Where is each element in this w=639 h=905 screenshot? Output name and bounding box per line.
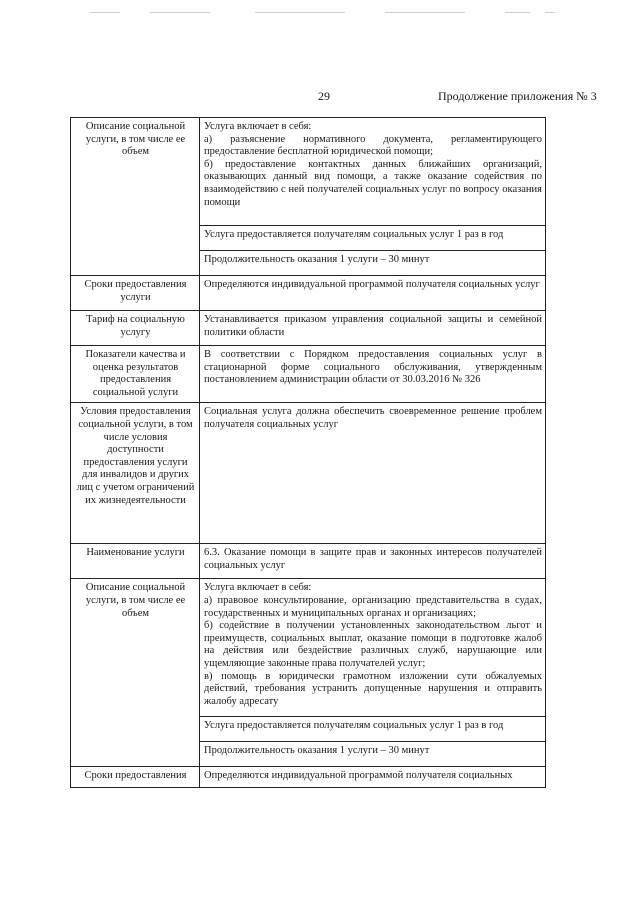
- row-value-quality: В соответствии с Порядком предоставления социальных услуг в стационарной форме социального обслуживания, утвержденным постановлением администрации области от 30.03.2016 № 326: [200, 346, 546, 403]
- table-row: [71, 403, 546, 544]
- page-number: 29: [318, 89, 330, 103]
- row-label-terms: Сроки предоставления услуги: [71, 276, 200, 311]
- row-value-duration: Продолжительность оказания 1 услуги – 30 минут: [200, 742, 546, 767]
- table-row: [71, 276, 546, 311]
- row-label-service-name: Наименование услуги: [71, 544, 200, 579]
- table-row: [71, 767, 546, 788]
- service-description-table: [70, 117, 546, 788]
- table-row: [71, 346, 546, 403]
- table-row: [71, 311, 546, 346]
- row-label-description: Описание социальной услуги, в том числе ее объем: [71, 118, 200, 276]
- row-value-conditions: Социальная услуга должна обеспечить своевременное решение проблем получателя социальных услуг: [200, 403, 546, 544]
- row-value-tariff: Устанавливается приказом управления социальной защиты и семейной политики области: [200, 311, 546, 346]
- row-label-tariff: Тариф на социальную услугу: [71, 311, 200, 346]
- scan-artifact-line: [90, 12, 120, 13]
- table-row: [71, 544, 546, 579]
- table-row: [71, 118, 546, 226]
- scan-artifact-line: [255, 12, 345, 13]
- description-line: Услуга включает в себя:: [204, 582, 312, 594]
- description-line: а) разъяснение нормативного документа, регламентирующего предоставление бесплатной юридической помощи;: [204, 133, 542, 158]
- scan-artifact-line: [545, 12, 555, 13]
- scan-artifact-line: [385, 12, 465, 13]
- row-value-service-name: 6.3. Оказание помощи в защите прав и законных интересов получателей социальных услуг: [200, 544, 546, 579]
- scan-artifact-line: [505, 12, 530, 13]
- description-line: Услуга включает в себя:: [204, 121, 312, 132]
- row-label-quality: Показатели качества и оценка результатов предоставления социальной услуги: [71, 346, 200, 403]
- row-value-terms: Определяются индивидуальной программой получателя социальных услуг: [200, 276, 546, 311]
- row-value-terms: Определяются индивидуальной программой получателя социальных: [200, 767, 546, 788]
- scan-artifact-line: [150, 12, 210, 13]
- description-line: а) правовое консультирование, организацию представительства в судах, государственных и муниципальных органах и организациях;: [204, 594, 542, 619]
- table-row: [71, 579, 546, 717]
- appendix-continuation-note: Продолжение приложения № 3: [438, 89, 597, 103]
- row-label-terms: Сроки предоставления: [71, 767, 200, 788]
- row-label-description: Описание социальной услуги, в том числе ее объем: [71, 579, 200, 767]
- description-line: в) помощь в юридически грамотном изложении сути обжалуемых действий, требования устранить допущенные нарушения и отправить жалобу адресату: [204, 670, 542, 707]
- description-line: б) предоставление контактных данных ближайших организаций, оказывающих данный вид помощи, а также оказание содействия по взаимодействию с ней получателей социальных услуг по вопросу оказания помощи: [204, 158, 542, 208]
- row-value-description: [200, 118, 546, 226]
- description-line: б) содействие в получении установленных законодательством льгот и преимуществ, социальных выплат, оказание помощи в подготовке жалоб на действия или бездействие различных служб, нарушающие или ущемляющие законные права получателей услуг;: [204, 620, 542, 669]
- row-value-frequency: Услуга предоставляется получателям социальных услуг 1 раз в год: [200, 226, 546, 251]
- row-label-conditions: Условия предоставления социальной услуги, в том числе условия доступности предоставления услуги для инвалидов и других лиц с учетом ограничений их жизнедеятельности: [71, 403, 200, 544]
- row-value-frequency: Услуга предоставляется получателям социальных услуг 1 раз в год: [200, 717, 546, 742]
- row-value-duration: Продолжительность оказания 1 услуги – 30 минут: [200, 251, 546, 276]
- row-value-description: [200, 579, 546, 717]
